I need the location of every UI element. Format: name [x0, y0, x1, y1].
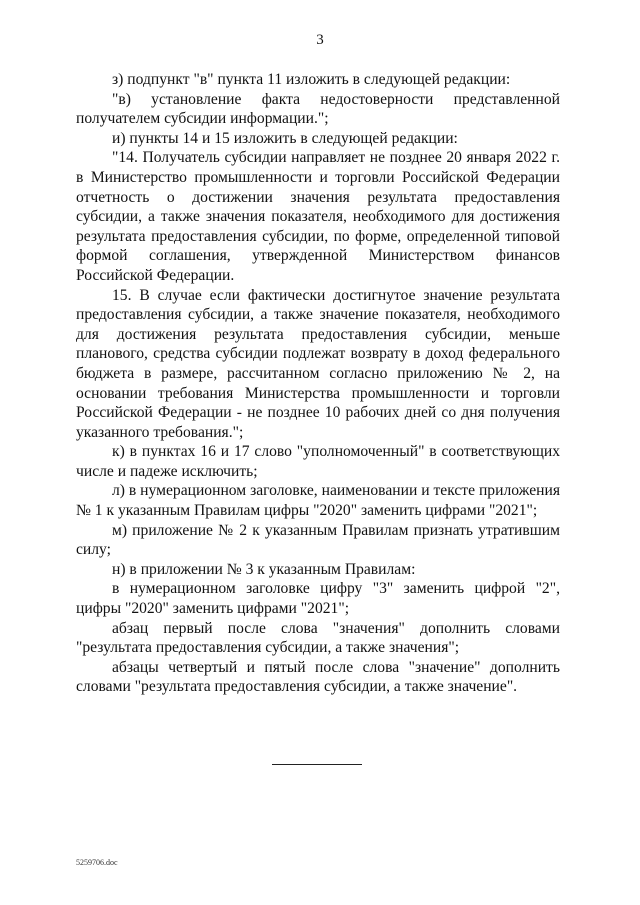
paragraph-item-n: н) в приложении № 3 к указанным Правилам: — [112, 560, 416, 578]
document-body — [76, 70, 560, 697]
paragraph-header-change: в нумерационном заголовке цифру "3" заменить цифрой "2", цифры "2020" заменить цифрами "2021"; — [76, 580, 560, 618]
paragraph-item-l: л) в нумерационном заголовке, наименовании и тексте приложения № 1 к указанным Правилам цифры "2020" заменить цифрами "2021"; — [76, 482, 560, 520]
paragraph-item-z: з) подпункт "в" пункта 11 изложить в следующей редакции: — [112, 71, 511, 88]
paragraph-fourth-fifth-abzac: абзацы четвертый и пятый после слова "значение" дополнить словами "результата предоставления субсидии, а также значение". — [76, 658, 560, 696]
file-code: 5259706.doc — [76, 858, 118, 867]
paragraph-point-14: "14. Получатель субсидии направляет не позднее 20 января 2022 г. в Министерство промышленности и торговли Российской Федерации отчетность о достижении значения результата предоставления субсидии, а также значения показателя, необходимого для достижения результата предоставления субсидии, по форме, определенной типовой формой соглашения, утвержденной Министерством финансов Российской Федерации. — [76, 149, 560, 284]
end-separator-line — [272, 764, 362, 765]
paragraph-first-abzac: абзац первый после слова "значения" дополнить словами "результата предоставления субсидии, а также значения"; — [76, 619, 560, 657]
paragraph-item-m: м) приложение № 2 к указанным Правилам признать утратившим силу; — [76, 521, 560, 559]
page-number: 3 — [316, 32, 324, 48]
paragraph-item-i: и) пункты 14 и 15 изложить в следующей редакции: — [112, 129, 458, 147]
paragraph-quote-v: "в) установление факта недостоверности представленной получателем субсидии информации."; — [76, 90, 560, 128]
paragraph-point-15: 15. В случае если фактически достигнутое значение результата предоставления субсидии, а также значение показателя, необходимого для достижения результата предоставления субсидии, меньше планового, средства субсидии подлежат возврату в доход федерального бюджета в размере, рассчитанном согласно приложению № 2, на основании требования Министерства промышленности и торговли Российской Федерации - не позднее 10 рабочих дней со дня получения указанного требования."; — [76, 286, 560, 441]
paragraph-item-k: к) в пунктах 16 и 17 слово "уполномоченный" в соответствующих числе и падеже исключить; — [76, 443, 560, 480]
